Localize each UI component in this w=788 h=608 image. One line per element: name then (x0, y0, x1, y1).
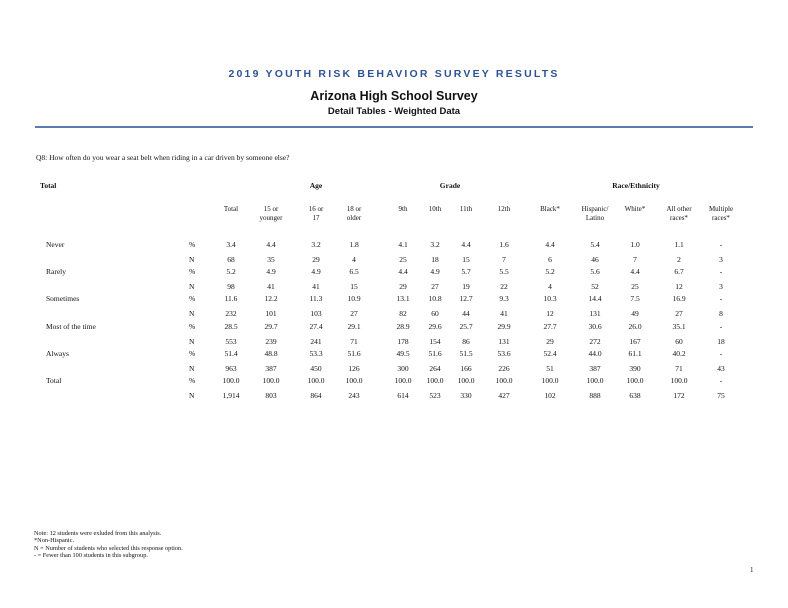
cell-percent: 35.1 (672, 321, 686, 331)
cell-count: 15 (350, 282, 358, 292)
column-header-line: younger (259, 213, 283, 222)
cell-count: 22 (500, 282, 508, 292)
cell-percent: 5.2 (545, 267, 555, 277)
cell-percent: 4.4 (266, 240, 276, 249)
cell-count: 12 (675, 282, 683, 292)
stat-label-percent: % (189, 376, 196, 385)
stat-label-n: N (189, 309, 195, 319)
cell-count: 18 (431, 255, 439, 264)
cell-count: 638 (629, 391, 641, 400)
cell-count: 243 (348, 391, 360, 400)
cell-count: 8 (719, 309, 723, 319)
cell-count: 27 (431, 282, 439, 292)
column-header-line: older (346, 213, 362, 222)
row-label: Total (46, 376, 62, 385)
column-header-line: 15 or (263, 205, 279, 213)
race-group-heading: Race/Ethnicity (612, 181, 660, 190)
cell-percent: 4.4 (545, 240, 555, 249)
cell-count: 82 (399, 309, 407, 319)
column-header (484, 205, 524, 214)
cell-percent: 49.5 (396, 348, 410, 358)
cell-percent: 5.6 (590, 267, 600, 277)
column-header (334, 205, 374, 222)
cell-count: 614 (397, 391, 409, 400)
report-subtitle: Detail Tables - Weighted Data (327, 106, 461, 117)
cell-percent: 27.7 (543, 321, 557, 331)
cell-count: 27 (350, 309, 358, 319)
cell-percent: 9.3 (499, 294, 509, 304)
cell-percent: 100.0 (426, 376, 444, 385)
cell-percent: 51.4 (224, 348, 238, 358)
cell-count: 178 (397, 336, 409, 346)
cell-percent: 100.0 (222, 376, 240, 385)
survey-title: 2019 YOUTH RISK BEHAVIOR SURVEY RESULTS (228, 68, 560, 80)
cell-count: 71 (350, 336, 358, 346)
cell-percent: 1.1 (674, 240, 684, 249)
cell-percent: 6.5 (349, 267, 359, 277)
stat-label-n: N (189, 336, 195, 346)
cell-count: 15 (462, 255, 470, 264)
stat-label-n: N (189, 282, 195, 292)
note-line: *Non-Hispanic. (34, 537, 75, 545)
cell-count: 12 (546, 309, 554, 319)
cell-count: 239 (265, 336, 277, 346)
cell-percent: 10.3 (543, 294, 557, 304)
cell-count: 226 (498, 363, 510, 373)
column-header-line: All other (666, 205, 692, 213)
column-header-line: White* (624, 205, 646, 213)
column-header (575, 205, 615, 222)
stat-label-percent: % (189, 348, 196, 358)
cell-count: 41 (312, 282, 320, 292)
cell-percent: 100.0 (626, 376, 644, 385)
column-header (659, 205, 699, 222)
cell-count: 44 (462, 309, 470, 319)
cell-count: 60 (675, 336, 683, 346)
column-header (446, 205, 486, 214)
column-header-line: Black* (540, 205, 560, 213)
cell-percent: 100.0 (262, 376, 280, 385)
cell-percent: 53.6 (497, 348, 511, 358)
cell-count: 390 (629, 363, 641, 373)
cell-count: 102 (544, 391, 556, 400)
cell-percent: 16.9 (672, 294, 686, 304)
cell-count: 126 (348, 363, 360, 373)
cell-percent: 100.0 (345, 376, 363, 385)
stat-label-percent: % (189, 267, 196, 277)
header-divider (35, 126, 753, 128)
cell-percent: - (719, 348, 723, 358)
stat-label-percent: % (189, 321, 196, 331)
cell-count: 41 (500, 309, 508, 319)
cell-percent: 100.0 (586, 376, 604, 385)
cell-count: 29 (399, 282, 407, 292)
cell-count: 864 (310, 391, 322, 400)
cell-percent: 1.8 (349, 240, 359, 249)
cell-percent: 7.5 (630, 294, 640, 304)
column-header-line: races* (670, 213, 688, 222)
row-label: Always (46, 348, 69, 358)
cell-percent: 51.5 (459, 348, 473, 358)
cell-count: 60 (431, 309, 439, 319)
grade-group-heading: Grade (439, 181, 461, 190)
cell-percent: 11.3 (309, 294, 323, 304)
cell-percent: 30.6 (588, 321, 602, 331)
cell-count: 103 (310, 309, 322, 319)
cell-count: 4 (548, 282, 552, 292)
cell-percent: 51.6 (428, 348, 442, 358)
cell-percent: 10.9 (347, 294, 361, 304)
cell-percent: 13.1 (396, 294, 410, 304)
column-header-line: 12th (497, 205, 511, 213)
column-header-line: 18 or (346, 205, 362, 213)
cell-count: 264 (429, 363, 441, 373)
cell-percent: 4.4 (461, 240, 471, 249)
cell-percent: 100.0 (307, 376, 325, 385)
cell-percent: 4.4 (630, 267, 640, 277)
column-header-line: 9th (398, 205, 408, 213)
cell-count: 387 (265, 363, 277, 373)
cell-percent: 4.9 (266, 267, 276, 277)
cell-count: 51 (546, 363, 554, 373)
column-header-line: races* (712, 213, 730, 222)
row-label: Most of the time (46, 321, 96, 331)
cell-count: 25 (631, 282, 639, 292)
cell-count: 52 (591, 282, 599, 292)
column-header-line: 16 or (308, 205, 324, 213)
cell-percent: 5.7 (461, 267, 471, 277)
column-header (701, 205, 741, 222)
stat-label-percent: % (189, 240, 196, 249)
page-number: 1 (750, 566, 754, 574)
row-label: Sometimes (46, 294, 80, 304)
cell-count: 2 (677, 255, 681, 264)
cell-percent: 4.4 (398, 267, 408, 277)
column-header-line: 17 (312, 213, 320, 222)
cell-percent: 44.0 (588, 348, 602, 358)
cell-percent: 4.9 (430, 267, 440, 277)
column-header-line: 11th (459, 205, 473, 213)
column-header-line: Latino (585, 213, 605, 222)
cell-percent: 6.7 (674, 267, 684, 277)
cell-percent: 3.4 (226, 240, 236, 249)
cell-count: 330 (460, 391, 472, 400)
cell-count: 18 (717, 336, 725, 346)
column-header (296, 205, 336, 222)
cell-percent: 100.0 (541, 376, 559, 385)
cell-count: 131 (589, 309, 601, 319)
cell-count: 41 (267, 282, 275, 292)
cell-percent: 14.4 (588, 294, 602, 304)
column-header (615, 205, 655, 214)
cell-count: 1,914 (222, 391, 240, 400)
column-header-line: Multiple (708, 205, 734, 213)
cell-percent: 61.1 (628, 348, 642, 358)
cell-percent: - (719, 240, 723, 249)
cell-percent: 51.6 (347, 348, 361, 358)
cell-percent: 3.2 (430, 240, 440, 249)
cell-count: 25 (399, 255, 407, 264)
cell-count: 29 (546, 336, 554, 346)
note-line: Note: 12 students were exluded from this analysis. (34, 530, 162, 537)
column-header (251, 205, 291, 222)
cell-percent: - (719, 267, 723, 277)
cell-count: 523 (429, 391, 441, 400)
column-header-line: Total (223, 205, 239, 213)
cell-percent: 3.2 (311, 240, 321, 249)
cell-percent: 29.1 (347, 321, 361, 331)
row-label: Never (46, 240, 65, 249)
cell-count: 888 (589, 391, 601, 400)
cell-count: 272 (589, 336, 601, 346)
cell-percent: - (719, 376, 723, 385)
cell-count: 29 (312, 255, 320, 264)
column-header (211, 205, 251, 214)
cell-percent: - (719, 294, 723, 304)
cell-count: 86 (462, 336, 470, 346)
cell-count: 3 (719, 282, 723, 292)
cell-percent: 25.7 (459, 321, 473, 331)
cell-count: 427 (498, 391, 510, 400)
cell-count: 6 (548, 255, 552, 264)
cell-count: 71 (675, 363, 683, 373)
age-group-heading: Age (309, 181, 323, 190)
cell-count: 553 (225, 336, 237, 346)
cell-percent: 5.2 (226, 267, 236, 277)
cell-count: 166 (460, 363, 472, 373)
cell-count: 232 (225, 309, 237, 319)
cell-percent: 100.0 (457, 376, 475, 385)
cell-count: 3 (719, 255, 723, 264)
cell-count: 154 (429, 336, 441, 346)
column-header-line: 10th (428, 205, 442, 213)
cell-percent: 28.5 (224, 321, 238, 331)
cell-count: 19 (462, 282, 470, 292)
cell-count: 963 (225, 363, 237, 373)
cell-percent: 4.1 (398, 240, 408, 249)
cell-count: 300 (397, 363, 409, 373)
cell-percent: 12.7 (459, 294, 473, 304)
cell-percent: 11.6 (224, 294, 238, 304)
cell-percent: 100.0 (670, 376, 688, 385)
cell-percent: 29.7 (264, 321, 278, 331)
note-line: N = Number of students who selected this response option. (34, 544, 183, 552)
cell-percent: 12.2 (264, 294, 278, 304)
cell-percent: 1.6 (499, 240, 509, 249)
cell-percent: 27.4 (309, 321, 323, 331)
cell-percent: 10.8 (428, 294, 442, 304)
cell-percent: - (719, 321, 723, 331)
cell-percent: 29.6 (428, 321, 442, 331)
survey-name: Arizona High School Survey (310, 89, 478, 103)
cell-count: 75 (717, 391, 725, 400)
cell-percent: 28.9 (396, 321, 410, 331)
cell-count: 387 (589, 363, 601, 373)
cell-percent: 5.4 (590, 240, 600, 249)
stat-label-n: N (189, 391, 195, 400)
stat-label-n: N (189, 255, 195, 264)
cell-percent: 40.2 (672, 348, 686, 358)
cell-percent: 53.3 (309, 348, 323, 358)
note-line: - = Fewer than 100 students in this subgroup. (34, 552, 148, 560)
question-text: Q8: How often do you wear a seat belt when riding in a car driven by someone else? (36, 153, 290, 162)
cell-percent: 29.9 (497, 321, 511, 331)
column-header (530, 205, 570, 214)
stat-label-n: N (189, 363, 195, 373)
stat-label-percent: % (189, 294, 196, 304)
cell-percent: 4.9 (311, 267, 321, 277)
cell-percent: 48.8 (264, 348, 278, 358)
cell-count: 101 (265, 309, 277, 319)
cell-percent: 100.0 (495, 376, 513, 385)
cell-count: 43 (717, 363, 725, 373)
cell-count: 172 (673, 391, 685, 400)
table-notes (34, 530, 183, 560)
cell-count: 27 (675, 309, 683, 319)
cell-count: 803 (265, 391, 277, 400)
total-group-heading: Total (40, 181, 57, 190)
cell-count: 46 (591, 255, 599, 264)
cell-count: 167 (629, 336, 641, 346)
cell-count: 4 (352, 255, 356, 264)
cell-count: 450 (310, 363, 322, 373)
cell-count: 98 (227, 282, 235, 292)
cell-count: 49 (631, 309, 639, 319)
cell-count: 68 (227, 255, 235, 264)
cell-percent: 5.5 (499, 267, 509, 277)
cell-percent: 26.0 (628, 321, 642, 331)
cell-count: 7 (502, 255, 506, 264)
cell-count: 131 (498, 336, 510, 346)
cell-count: 241 (310, 336, 322, 346)
cell-count: 35 (267, 255, 275, 264)
cell-percent: 1.0 (630, 240, 640, 249)
column-header-line: Hispanic/ (581, 205, 609, 213)
cell-percent: 100.0 (394, 376, 412, 385)
cell-count: 7 (633, 255, 637, 264)
row-label: Rarely (46, 267, 66, 277)
cell-percent: 52.4 (543, 348, 557, 358)
